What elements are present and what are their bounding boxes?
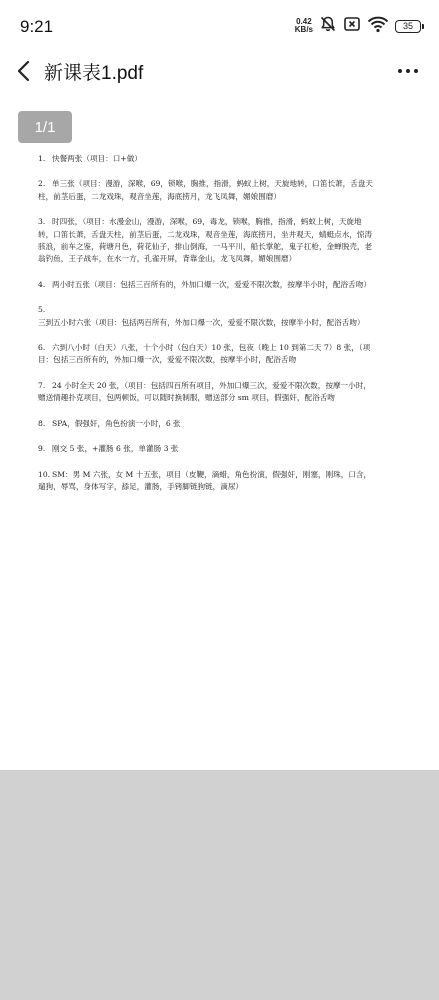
list-item: [38, 304, 376, 329]
item-number: 1.: [38, 154, 46, 163]
item-number: 7.: [38, 380, 46, 390]
pdf-page[interactable]: [0, 95, 439, 770]
list-item: [38, 153, 376, 165]
net-speed-value: 0.42: [296, 17, 312, 26]
item-text: 24 小时全天 20 张，（项目：包括四百所有项目，外加口爆三次，爱爱不限次数，按摩一小时，赠送情趣扑克项目，包两顿饭，可以随时换制服，赠送部分 sm 项目，假强奸，配浴舌吻: [38, 380, 371, 403]
document-content: [38, 153, 376, 506]
net-speed: [295, 18, 313, 34]
status-bar: [0, 0, 439, 50]
item-text: 快餐两张（项目：口+做）: [52, 154, 142, 163]
item-text: 时四张，（项目：水漫金山，漫游，深喉，69，毒龙，锁喉，胸推，指滑，蚂蚁上树，天旋地转，口笛长萧，舌盘天柱，前茎后蛋，二龙戏珠，观音坐莲，海底捞月，坐井观天，蜻蜓点水，惊涛骇浪，前车之鉴，荷塘月色，荷花仙子，排山倒海，一马平川，船长掌舵，鬼子扛枪，金蝉脱壳，老翁钓鱼，王子战车，在水一方，孔雀开屏，背靠金山，龙飞凤舞，媚娘围磨）: [38, 217, 373, 264]
item-number: 10.: [38, 469, 51, 479]
item-text: 六到八小时（白天）八张，十个小时（包白天）10 张，包夜（晚上 10 到第二天 7）8 张，（项目：包括三百所有的，外加口爆一次，爱爱不限次数，按摩半小时，配浴舌吻: [38, 343, 371, 365]
status-icons: [295, 14, 421, 38]
item-number: 3.: [38, 217, 46, 227]
item-number: 6.: [38, 343, 46, 353]
list-item: [38, 380, 376, 405]
document-title: 新课表1.pdf: [44, 63, 144, 84]
chevron-left-icon: [16, 60, 32, 82]
item-text: 刚交 5 张，+灌肠 6 张，单灌肠 3 张: [52, 444, 179, 454]
pdf-viewer[interactable]: [0, 95, 439, 1000]
battery-icon: [395, 20, 421, 33]
back-button[interactable]: [10, 56, 38, 86]
item-number: 5.: [38, 305, 46, 315]
item-number: 8.: [38, 418, 46, 428]
item-number: 4.: [38, 279, 46, 289]
sim-off-icon: [343, 15, 361, 37]
page-indicator: 1/1: [18, 111, 72, 143]
wifi-icon: [367, 15, 389, 37]
list-item: [38, 443, 376, 455]
app-bar: [0, 50, 439, 95]
list-item: [38, 342, 376, 367]
item-number: 2.: [38, 179, 46, 189]
list-item: [38, 216, 376, 266]
list-item: [38, 178, 376, 203]
more-dots-icon: [397, 68, 419, 74]
item-number: 9.: [38, 444, 46, 454]
item-text: 单三张（项目：漫游，深喉，69，锁喉，胸推，指滑，蚂蚁上树，天旋地转，口笛长萧，舌盘天柱，前茎后蛋，二龙戏珠，观音坐莲，海底捞月，龙飞凤舞，媚娘围磨）: [38, 179, 374, 201]
list-item: [38, 279, 376, 291]
net-speed-unit: KB/s: [294, 25, 313, 34]
more-options-button[interactable]: [395, 58, 421, 84]
item-text: SM：男 M 六张，女 M 十五张，项目（皮鞭，滴蜡，角色扮演，假强奸，刚塞，刚珠，口含，遛狗，辱骂，身体写字，舔足，灌肠，手铐脚链狗链，滴尿）: [38, 469, 372, 491]
list-item: [38, 418, 376, 430]
status-time: 9:21: [20, 17, 54, 36]
item-text: SPA，假强奸，角色扮演一小时，6 张: [52, 418, 181, 428]
item-text: 三到五小时六张（项目：包括两百所有，外加口爆一次，爱爱不限次数，按摩半小时，配浴舌吻）: [38, 317, 365, 327]
item-text: 两小时五张（项目：包括三百所有的，外加口爆一次，爱爱不限次数，按摩半小时，配浴舌吻）: [52, 279, 371, 289]
battery-level: 35: [402, 21, 413, 31]
list-item: [38, 469, 376, 494]
mute-bell-icon: [319, 15, 337, 37]
